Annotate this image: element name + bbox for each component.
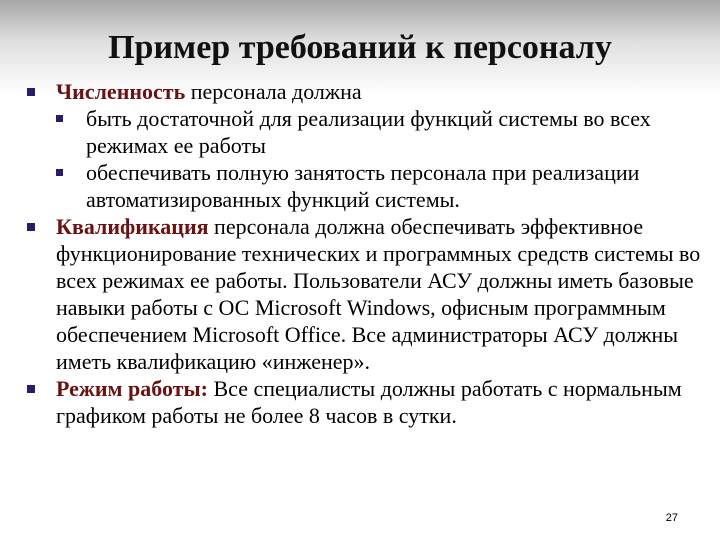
slide-title: Пример требований к персоналу (108, 29, 612, 66)
sub-item (56, 159, 710, 213)
list-item-work-mode (20, 375, 710, 429)
sub-item-text: обеспечивать полную занятость персонала при реализации автоматизированных функций системы. (86, 160, 640, 212)
item-keyword: Квалификация (56, 214, 209, 239)
sub-item (56, 105, 710, 159)
item-text: персонала должна (185, 79, 362, 104)
item-text: Все специалисты должны работать с нормальным графиком работы не более 8 часов в сутки. (56, 376, 682, 428)
item-text: персонала должна обеспечивать эффективное функционирование технических и программных средств системы во всех режимах ее работы. Пользователи АСУ должны иметь базовые навыки работы с ОС Microsoft Windows, офисным программным обеспечением Microsoft Office. Все администраторы АСУ должны иметь квалификацию «инженер». (56, 214, 701, 374)
item-keyword: Режим работы: (56, 376, 208, 401)
slide-body (20, 78, 710, 429)
list-item-qualification (20, 213, 710, 375)
page-number: 27 (665, 512, 678, 524)
item-keyword: Численность (56, 79, 186, 104)
square-bullet-icon (27, 385, 35, 393)
square-bullet-icon (56, 115, 63, 122)
sub-item-text: быть достаточной для реализации функций системы во всех режимах ее работы (86, 106, 651, 158)
square-bullet-icon (56, 169, 63, 176)
list-item-headcount (20, 78, 710, 213)
square-bullet-icon (27, 88, 35, 96)
square-bullet-icon (27, 223, 35, 231)
